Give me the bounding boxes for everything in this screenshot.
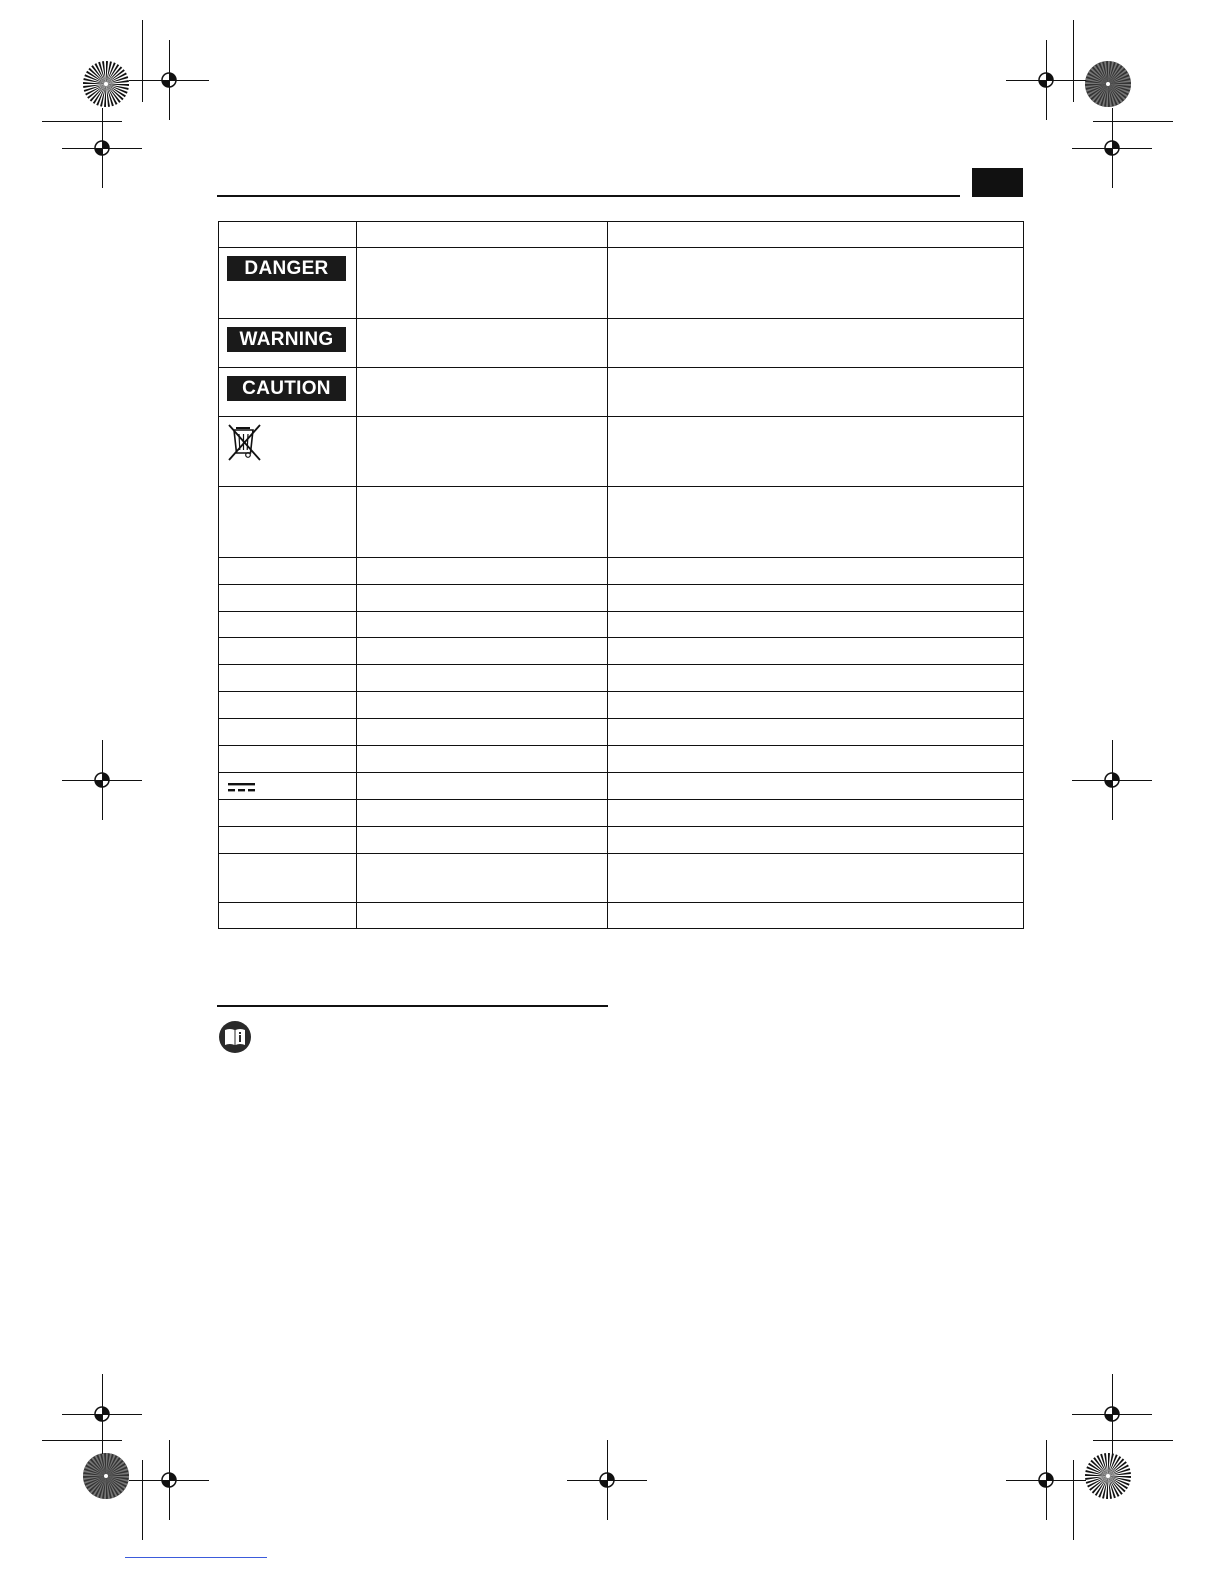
meaning-cell xyxy=(357,612,608,638)
table-row xyxy=(219,903,1024,929)
meaning-cell xyxy=(357,638,608,665)
table-row xyxy=(219,665,1024,692)
table-row xyxy=(219,585,1024,612)
meaning-cell xyxy=(357,487,608,558)
explanation-cell xyxy=(608,746,1024,773)
star-target-icon xyxy=(82,60,130,108)
explanation-cell xyxy=(608,719,1024,746)
table-row xyxy=(219,248,1024,319)
star-target-icon xyxy=(1084,1452,1132,1500)
header-rule xyxy=(217,195,960,197)
explanation-cell xyxy=(608,638,1024,665)
crop-line xyxy=(1093,1440,1173,1441)
crop-line xyxy=(1073,20,1074,102)
meaning-cell xyxy=(357,417,608,487)
symbol-cell xyxy=(219,487,357,558)
meaning-cell xyxy=(357,903,608,929)
symbol-cell xyxy=(219,319,357,368)
table-row xyxy=(219,417,1024,487)
table-row xyxy=(219,487,1024,558)
meaning-cell xyxy=(357,827,608,854)
symbol-cell xyxy=(219,248,357,319)
section-rule xyxy=(217,1005,608,1007)
table-row xyxy=(219,746,1024,773)
explanation-cell xyxy=(608,319,1024,368)
crop-line xyxy=(169,1440,170,1520)
direct-current-icon xyxy=(227,781,257,795)
meaning-cell xyxy=(357,719,608,746)
meaning-cell xyxy=(357,800,608,827)
table-row xyxy=(219,612,1024,638)
meaning-cell xyxy=(357,248,608,319)
symbol-cell xyxy=(219,692,357,719)
symbol-cell xyxy=(219,746,357,773)
crop-line xyxy=(102,108,103,188)
symbol-cell xyxy=(219,827,357,854)
symbol-cell xyxy=(219,558,357,585)
explanation-cell xyxy=(608,487,1024,558)
crop-line xyxy=(1112,740,1113,820)
meaning-cell xyxy=(357,746,608,773)
read-manual-icon xyxy=(218,1020,252,1054)
caution-signal-word-badge: CAUTION xyxy=(227,376,346,401)
crossed-out-wheelie-bin-icon xyxy=(227,423,263,463)
symbol-cell xyxy=(219,417,357,487)
crop-line xyxy=(142,20,143,102)
explanation-cell xyxy=(608,665,1024,692)
crop-line xyxy=(1112,108,1113,188)
explanation-cell xyxy=(608,585,1024,612)
table-header-row xyxy=(219,222,1024,248)
explanation-cell xyxy=(608,612,1024,638)
meaning-cell xyxy=(357,773,608,800)
crop-line xyxy=(142,1460,143,1540)
symbol-cell xyxy=(219,665,357,692)
table-row xyxy=(219,719,1024,746)
crop-line xyxy=(1073,1460,1074,1540)
meaning-cell xyxy=(357,558,608,585)
crop-line xyxy=(1046,40,1047,120)
symbol-cell xyxy=(219,638,357,665)
explanation-cell xyxy=(608,417,1024,487)
meaning-cell xyxy=(357,368,608,417)
footer-link-underline[interactable] xyxy=(125,1557,267,1558)
crop-line xyxy=(1112,1374,1113,1454)
meaning-cell xyxy=(357,585,608,612)
meaning-cell xyxy=(357,692,608,719)
table-row xyxy=(219,692,1024,719)
symbol-cell xyxy=(219,612,357,638)
explanation-cell xyxy=(608,368,1024,417)
table-row xyxy=(219,773,1024,800)
table-row xyxy=(219,638,1024,665)
symbol-cell xyxy=(219,719,357,746)
explanation-cell xyxy=(608,800,1024,827)
explanation-cell xyxy=(608,903,1024,929)
explanation-cell xyxy=(608,558,1024,585)
table-row xyxy=(219,319,1024,368)
table-row xyxy=(219,854,1024,903)
explanation-cell xyxy=(608,248,1024,319)
crop-line xyxy=(42,1440,122,1441)
symbol-cell xyxy=(219,585,357,612)
crop-line xyxy=(607,1440,608,1520)
symbol-cell xyxy=(219,368,357,417)
table-row xyxy=(219,558,1024,585)
explanation-cell xyxy=(608,773,1024,800)
explanation-cell xyxy=(608,827,1024,854)
crop-line xyxy=(169,40,170,120)
explanation-cell xyxy=(608,692,1024,719)
table-row xyxy=(219,827,1024,854)
meaning-cell xyxy=(357,319,608,368)
table-row xyxy=(219,368,1024,417)
symbol-cell xyxy=(219,854,357,903)
table-header-cell xyxy=(357,222,608,248)
warning-signal-word-badge: WARNING xyxy=(227,327,346,352)
symbol-cell xyxy=(219,903,357,929)
table-header-cell xyxy=(608,222,1024,248)
crop-line xyxy=(42,121,122,122)
crop-line xyxy=(102,1374,103,1454)
table-header-cell xyxy=(219,222,357,248)
symbol-cell xyxy=(219,773,357,800)
crop-line xyxy=(102,740,103,820)
symbol-table xyxy=(218,221,1024,929)
symbol-cell xyxy=(219,800,357,827)
meaning-cell xyxy=(357,854,608,903)
star-target-icon xyxy=(1084,60,1132,108)
language-tab xyxy=(972,168,1023,197)
meaning-cell xyxy=(357,665,608,692)
crop-line xyxy=(1046,1440,1047,1520)
star-target-icon xyxy=(82,1452,130,1500)
table-row xyxy=(219,800,1024,827)
danger-signal-word-badge: DANGER xyxy=(227,256,346,281)
explanation-cell xyxy=(608,854,1024,903)
crop-line xyxy=(1093,121,1173,122)
